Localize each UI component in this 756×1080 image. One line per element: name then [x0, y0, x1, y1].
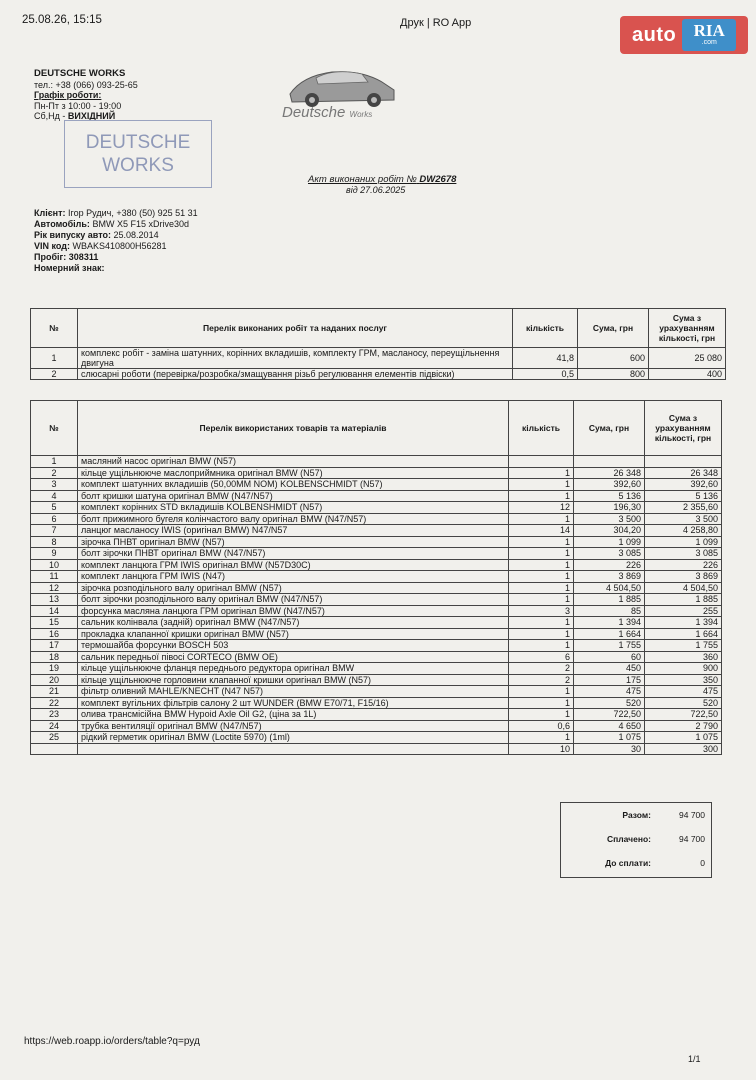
- paid-row: [561, 827, 711, 851]
- cell-price: 1 755: [574, 640, 645, 652]
- cell-total: 3 869: [645, 571, 722, 583]
- materials-col-total: Сума з урахуванням кількості, грн: [645, 401, 722, 456]
- cell-name: трубка вентиляції оригінал BMW (N47/N57): [78, 720, 509, 732]
- cell-name: сальник колінвала (задній) оригінал BMW (N47/N57): [78, 617, 509, 629]
- materials-row: [31, 674, 722, 686]
- cell-total: 2 790: [645, 720, 722, 732]
- cell-qty: [509, 456, 574, 468]
- cell-name: зірочка ПНВТ оригінал BMW (N57): [78, 536, 509, 548]
- footer-page-number: 1/1: [688, 1054, 701, 1064]
- cell-no: 19: [31, 663, 78, 675]
- cell-name: комплект ланцюга ГРМ IWIS (N47): [78, 571, 509, 583]
- schedule-weekdays: Пн-Пт з 10:00 - 19:00: [34, 100, 122, 111]
- materials-header-row: [31, 401, 722, 456]
- cell-price: 196,30: [574, 502, 645, 514]
- materials-row: [31, 663, 722, 675]
- cell-qty: 1: [509, 594, 574, 606]
- cell-price: 600: [578, 348, 649, 369]
- materials-row: [31, 571, 722, 583]
- materials-row: [31, 490, 722, 502]
- cell-price: 5 136: [574, 490, 645, 502]
- cell-no: 18: [31, 651, 78, 663]
- cell-price: 1 885: [574, 594, 645, 606]
- total-row: [561, 803, 711, 827]
- cell-no: 21: [31, 686, 78, 698]
- cell-qty: 1: [509, 467, 574, 479]
- cell-qty: 41,8: [513, 348, 578, 369]
- cell-price: 85: [574, 605, 645, 617]
- materials-row: [31, 697, 722, 709]
- paid-label: Сплачено:: [606, 834, 651, 844]
- cell-no: 22: [31, 697, 78, 709]
- cell-price: 800: [578, 369, 649, 380]
- materials-row: [31, 513, 722, 525]
- paid-value: 94 700: [679, 834, 705, 844]
- print-datetime: 25.08.26, 15:15: [22, 14, 102, 26]
- client-row: Клієнт: Ігор Рудич, +380 (50) 925 51 31: [34, 208, 198, 218]
- materials-col-no: №: [31, 401, 78, 456]
- cell-name: слюсарні роботи (перевірка/розробка/змащування різьб регулювання елементів підвіски): [78, 369, 513, 380]
- cell-name: зірочка розподільного валу оригінал BMW (N57): [78, 582, 509, 594]
- footer-url: https://web.roapp.io/orders/table?q=руд: [24, 1036, 200, 1047]
- cell-qty: 1: [509, 559, 574, 571]
- materials-row: [31, 617, 722, 629]
- materials-row: [31, 640, 722, 652]
- cell-no: 17: [31, 640, 78, 652]
- cell-name: болт зірочки розподільного валу оригінал BMW (N47/N57): [78, 594, 509, 606]
- cell-no: 16: [31, 628, 78, 640]
- cell-name: прокладка клапанної кришки оригінал BMW (N57): [78, 628, 509, 640]
- cell-price: 4 504,50: [574, 582, 645, 594]
- cell-total: 1 885: [645, 594, 722, 606]
- cell-no: 2: [31, 467, 78, 479]
- stamp-line2: WORKS: [102, 155, 174, 176]
- cell-total: 1 755: [645, 640, 722, 652]
- cell-price: 30: [574, 743, 645, 755]
- cell-name: кільце ущільнююче маслоприймника оригінал BMW (N57): [78, 467, 509, 479]
- print-app-title: Друк | RO App: [400, 17, 472, 29]
- schedule-weekend: Сб,Нд - ВИХІДНИЙ: [34, 111, 116, 121]
- works-col-total: Сума з урахуванням кількості, грн: [649, 309, 726, 348]
- materials-row: [31, 456, 722, 468]
- materials-row: [31, 651, 722, 663]
- cell-name: болт кришки шатуна оригінал BMW (N47/N57): [78, 490, 509, 502]
- cell-price: 226: [574, 559, 645, 571]
- materials-row: [31, 628, 722, 640]
- cell-no: 23: [31, 709, 78, 721]
- cell-no: 20: [31, 674, 78, 686]
- cell-name: кільце ущільнююче горловини клапанної кришки оригінал BMW (N57): [78, 674, 509, 686]
- company-name: DEUTSCHE WORKS: [34, 68, 126, 79]
- due-row: [561, 851, 711, 875]
- mileage-row: Пробіг: 308311: [34, 252, 99, 262]
- company-stamp: [64, 120, 212, 188]
- cell-name: комплект шатунних вкладишів (50,00MM NOM) KOLBENSCHMIDT (N57): [78, 479, 509, 491]
- cell-name: болт прижимного бугеля колінчастого валу оригінал BMW (N47/N57): [78, 513, 509, 525]
- cell-total: 1 099: [645, 536, 722, 548]
- act-date: від 27.06.2025: [346, 185, 406, 195]
- cell-total: 1 394: [645, 617, 722, 629]
- materials-row: [31, 743, 722, 755]
- materials-col-name: Перелік використаних товарів та матеріалів: [78, 401, 509, 456]
- cell-qty: 1: [509, 548, 574, 560]
- cell-no: 24: [31, 720, 78, 732]
- works-col-price: Сума, грн: [578, 309, 649, 348]
- cell-price: 3 500: [574, 513, 645, 525]
- autoria-logo-auto: auto: [632, 23, 677, 46]
- materials-col-price: Сума, грн: [574, 401, 645, 456]
- cell-total: 300: [645, 743, 722, 755]
- stamp-line1: DEUTSCHE: [85, 132, 191, 153]
- cell-total: 360: [645, 651, 722, 663]
- cell-name: масляний насос оригінал BMW (N57): [78, 456, 509, 468]
- cell-total: 26 348: [645, 467, 722, 479]
- cell-total: 350: [645, 674, 722, 686]
- cell-name: рідкий герметик оригінал BMW (Loctite 5970) (1ml): [78, 732, 509, 744]
- logo-text: Deutsche Works: [282, 104, 373, 121]
- cell-qty: 1: [509, 479, 574, 491]
- cell-price: 392,60: [574, 479, 645, 491]
- cell-total: 3 500: [645, 513, 722, 525]
- cell-name: кільце ущільнююче фланця переднього редуктора оригінал BMW: [78, 663, 509, 675]
- works-header-row: [31, 309, 726, 348]
- cell-no: 15: [31, 617, 78, 629]
- cell-qty: 1: [509, 732, 574, 744]
- materials-row: [31, 732, 722, 744]
- cell-qty: 1: [509, 686, 574, 698]
- cell-qty: 1: [509, 571, 574, 583]
- cell-qty: 3: [509, 605, 574, 617]
- plate-row: Номерний знак:: [34, 263, 105, 273]
- cell-price: 60: [574, 651, 645, 663]
- cell-name: форсунка масляна ланцюга ГРМ оригінал BMW (N47/N57): [78, 605, 509, 617]
- cell-qty: 10: [509, 743, 574, 755]
- works-col-name: Перелік виконаних робіт та наданих послуг: [78, 309, 513, 348]
- cell-qty: 1: [509, 490, 574, 502]
- act-title: Акт виконаних робіт № DW2678: [308, 174, 457, 185]
- cell-total: 4 504,50: [645, 582, 722, 594]
- materials-row: [31, 709, 722, 721]
- works-body: [31, 348, 726, 380]
- works-col-no: №: [31, 309, 78, 348]
- cell-price: 475: [574, 686, 645, 698]
- materials-row: [31, 594, 722, 606]
- cell-qty: 2: [509, 674, 574, 686]
- cell-price: 175: [574, 674, 645, 686]
- cell-price: 1 099: [574, 536, 645, 548]
- cell-price: 26 348: [574, 467, 645, 479]
- cell-qty: 1: [509, 536, 574, 548]
- cell-name: сальник передньої півосі CORTECO (BMW OE): [78, 651, 509, 663]
- cell-qty: 1: [509, 709, 574, 721]
- cell-total: [645, 456, 722, 468]
- cell-qty: 1: [509, 582, 574, 594]
- schedule-label: Графік роботи:: [34, 90, 102, 100]
- cell-name: ланцюг масланосу IWIS (оригінал BMW) N47/N57: [78, 525, 509, 537]
- cell-total: 3 085: [645, 548, 722, 560]
- total-value: 94 700: [679, 810, 705, 820]
- cell-price: 4 650: [574, 720, 645, 732]
- cell-qty: 1: [509, 628, 574, 640]
- cell-total: 520: [645, 697, 722, 709]
- cell-no: 8: [31, 536, 78, 548]
- cell-qty: 0,5: [513, 369, 578, 380]
- cell-total: 25 080: [649, 348, 726, 369]
- cell-qty: 14: [509, 525, 574, 537]
- cell-no: 14: [31, 605, 78, 617]
- materials-row: [31, 559, 722, 571]
- cell-no: 9: [31, 548, 78, 560]
- cell-no: 1: [31, 456, 78, 468]
- cell-no: 3: [31, 479, 78, 491]
- cell-qty: 1: [509, 640, 574, 652]
- vin-row: VIN код: WBAKS410800H56281: [34, 241, 167, 251]
- cell-total: 392,60: [645, 479, 722, 491]
- cell-name: болт зірочки ПНВТ оригінал BMW (N47/N57): [78, 548, 509, 560]
- cell-price: 520: [574, 697, 645, 709]
- cell-total: 5 136: [645, 490, 722, 502]
- autoria-logo-com: .com: [701, 39, 717, 46]
- materials-row: [31, 548, 722, 560]
- cell-total: 475: [645, 686, 722, 698]
- cell-price: 3 085: [574, 548, 645, 560]
- materials-body: [31, 456, 722, 755]
- cell-no: [31, 743, 78, 755]
- due-value: 0: [700, 858, 705, 868]
- cell-no: 11: [31, 571, 78, 583]
- cell-total: 226: [645, 559, 722, 571]
- cell-no: 25: [31, 732, 78, 744]
- cell-qty: 0,6: [509, 720, 574, 732]
- works-row: [31, 369, 726, 380]
- cell-name: комплект ланцюга ГРМ IWIS оригінал BMW (N57D30C): [78, 559, 509, 571]
- materials-row: [31, 536, 722, 548]
- cell-total: 1 664: [645, 628, 722, 640]
- cell-name: комплект корінних STD вкладишів KOLBENSHMIDT (N57): [78, 502, 509, 514]
- materials-row: [31, 605, 722, 617]
- cell-no: 4: [31, 490, 78, 502]
- cell-name: термошайба форсунки BOSCH 503: [78, 640, 509, 652]
- cell-qty: 1: [509, 697, 574, 709]
- materials-row: [31, 525, 722, 537]
- autoria-logo-ria: RIA: [693, 21, 725, 40]
- cell-total: 2 355,60: [645, 502, 722, 514]
- cell-no: 6: [31, 513, 78, 525]
- cell-no: 1: [31, 348, 78, 369]
- cell-total: 722,50: [645, 709, 722, 721]
- year-row: Рік випуску авто: 25.08.2014: [34, 230, 159, 240]
- cell-price: 3 869: [574, 571, 645, 583]
- materials-row: [31, 479, 722, 491]
- cell-qty: 12: [509, 502, 574, 514]
- cell-price: 722,50: [574, 709, 645, 721]
- cell-no: 12: [31, 582, 78, 594]
- cell-total: 400: [649, 369, 726, 380]
- cell-total: 255: [645, 605, 722, 617]
- car-row: Автомобіль: BMW X5 F15 xDrive30d: [34, 219, 189, 229]
- total-label: Разом:: [622, 810, 651, 820]
- works-row: [31, 348, 726, 369]
- client-info: [34, 208, 198, 274]
- autoria-logo: [620, 16, 748, 54]
- cell-no: 13: [31, 594, 78, 606]
- cell-total: 4 258,80: [645, 525, 722, 537]
- cell-total: 1 075: [645, 732, 722, 744]
- cell-price: 1 394: [574, 617, 645, 629]
- cell-price: 1 075: [574, 732, 645, 744]
- materials-row: [31, 582, 722, 594]
- materials-table: [30, 400, 722, 755]
- company-phone: тел.: +38 (066) 093-25-65: [34, 79, 138, 90]
- works-table: [30, 308, 726, 380]
- totals-box: [560, 802, 712, 878]
- cell-no: 2: [31, 369, 78, 380]
- materials-row: [31, 686, 722, 698]
- cell-price: 304,20: [574, 525, 645, 537]
- cell-price: [574, 456, 645, 468]
- cell-qty: 2: [509, 663, 574, 675]
- cell-price: 1 664: [574, 628, 645, 640]
- cell-name: фільтр оливний MAHLE/KNECHT (N47 N57): [78, 686, 509, 698]
- materials-row: [31, 502, 722, 514]
- cell-qty: 6: [509, 651, 574, 663]
- cell-name: [78, 743, 509, 755]
- cell-no: 10: [31, 559, 78, 571]
- cell-price: 450: [574, 663, 645, 675]
- cell-name: комплект вугільних фільтрів салону 2 шт WUNDER (BMW E70/71, F15/16): [78, 697, 509, 709]
- cell-name: олива трансмісійна BMW Hypoid Axle Oil G2, (ціна за 1L): [78, 709, 509, 721]
- materials-col-qty: кількість: [509, 401, 574, 456]
- cell-no: 5: [31, 502, 78, 514]
- autoria-logo-box: [682, 19, 736, 51]
- works-col-qty: кількість: [513, 309, 578, 348]
- cell-qty: 1: [509, 617, 574, 629]
- cell-total: 900: [645, 663, 722, 675]
- cell-name: комплекс робіт - заміна шатунних, корінних вкладишів, комплекту ГРМ, масланосу, переущільнення двигуна: [78, 348, 513, 369]
- materials-row: [31, 467, 722, 479]
- materials-row: [31, 720, 722, 732]
- cell-no: 7: [31, 525, 78, 537]
- cell-qty: 1: [509, 513, 574, 525]
- company-info: [34, 69, 138, 122]
- due-label: До сплати:: [605, 858, 651, 868]
